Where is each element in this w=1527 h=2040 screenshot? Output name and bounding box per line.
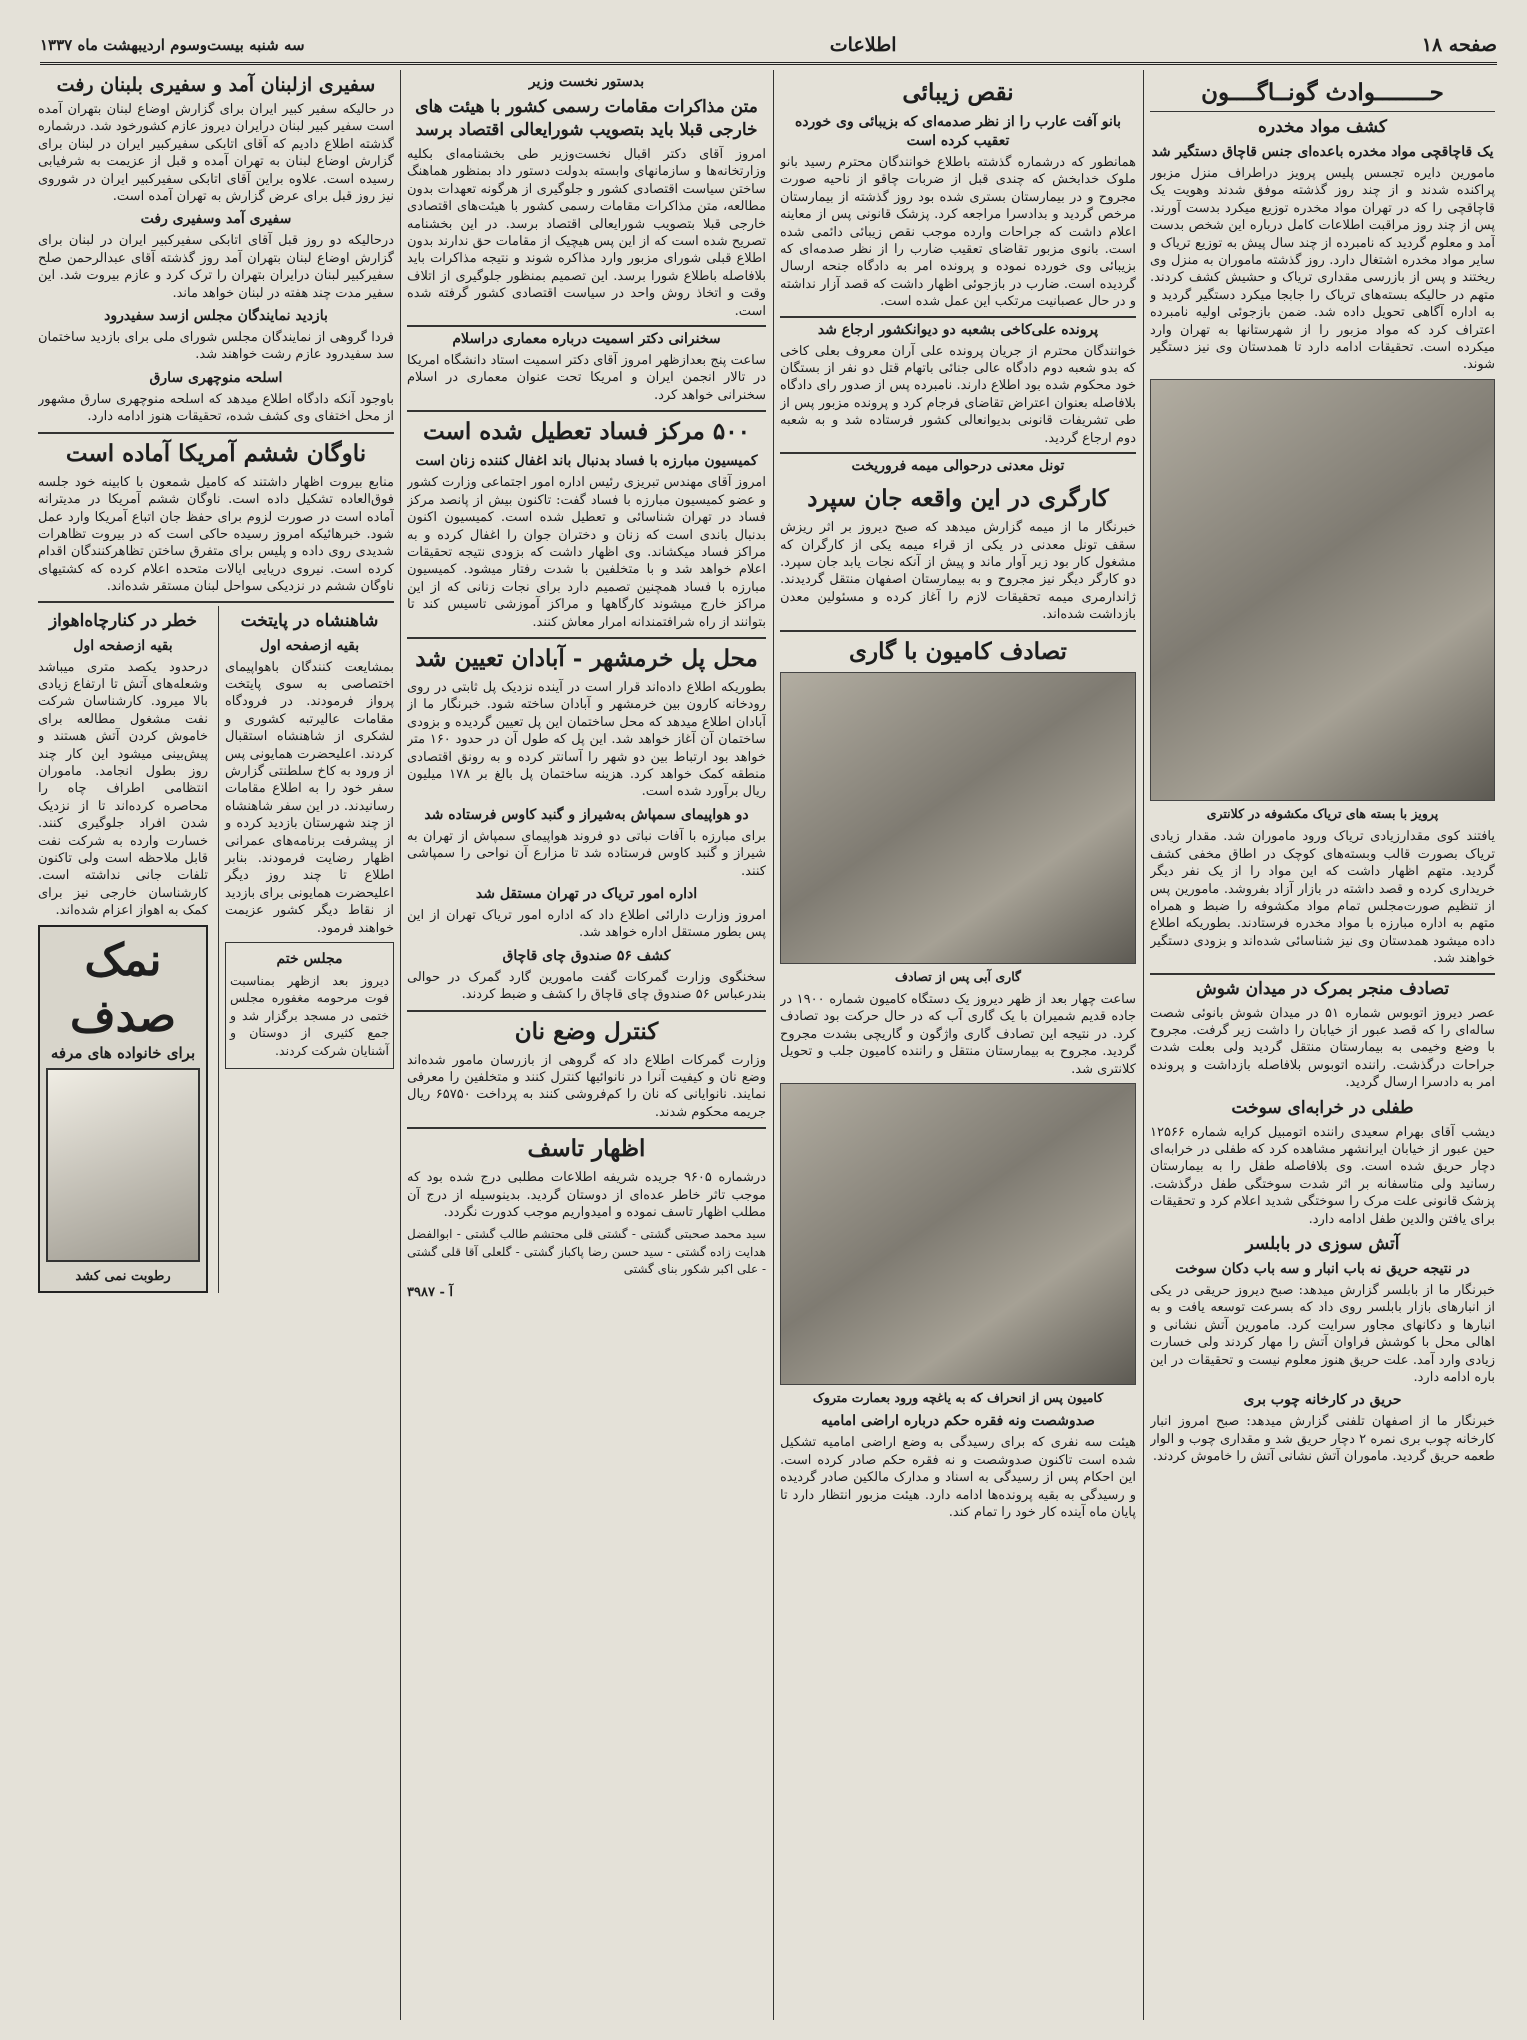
subheadline: در نتیجه حریق نه باب انبار و سه باب دکان سوخت (1175, 1261, 1470, 1277)
subheadline: سفیری آمد وسفیری رفت (140, 211, 292, 228)
headline-economy: متن مذاکرات مقامات رسمی کشور با هیئت های خارجی قبلا باید بتصویب شورایعالی اقتصاد برسد (415, 97, 758, 140)
article-body: خبرنگار ما از اصفهان تلفنی گزارش میدهد: صبح امروز انبار کارخانه چوب بری نمره ۲ دچار حریق شد و مقداری چوب و الوار طعمه حریق گردید. ماموران آتش نشانی آتش را خاموش کردند. (1150, 1414, 1495, 1465)
page-header (40, 28, 1497, 65)
subheadline: اداره امور تریاک در تهران مستقل شد (475, 886, 698, 902)
column-world-news (38, 70, 394, 2030)
subheadline: دو هواپیمای سمپاش به‌شیراز و گنبد کاوس فرستاده شد (424, 806, 749, 823)
salt-advertisement (38, 925, 208, 1294)
subheadline: یک قاچاقچی مواد مخدره باعده‌ای جنس قاچاق دستگیر شد (1151, 144, 1494, 160)
subheadline: بانو آفت عارب را از نظر صدمه‌ای که بزیبائی وی خورده تعقیب کرده است (794, 114, 1122, 149)
article-body: منابع بیروت اظهار داشتند که کامیل شمعون با کابینه خود جلسه فوق‌العاده تشکیل داده است. ناوگان ششم آمریکا در مدیترانه آماده است در صورت لزوم برای حفظ جان اتباع آمریکا وارد عمل شود. خبرهائیکه امروز رسیده حاکی است که در بیروت تظاهرات شدیدی روی داده و پلیس برای متفرق ساختن تظاهرکنندگان اقدام کرده است. نیروی دریایی ایالات متحده اعلام کرده که کشتیهای ناوگان ششم در نزدیکی سواحل لبنان مستقر شده‌اند. (38, 474, 394, 595)
continuation-note: بقیه ازصفحه اول (259, 637, 360, 654)
article-body: دیشب آقای بهرام سعیدی راننده اتومبیل کرایه شماره ۱۲۵۶۶ حین عبور از خیابان ایرانشهر مشاهده کرد که طفلی در خرابه‌ای دچار حریق شده است. وی بلافاصله طفل را به بیمارستان رسانید ولی متاسفانه بر اثر شدت سوختگی طفل درگذشت. پزشک قانونی علت مرک را سوختگی شدید اعلام کرد و تحقیقات برای یافتن والدین طفل ادامه دارد. (1150, 1124, 1495, 1227)
article-body: عصر دیروز اتوبوس شماره ۵۱ در میدان شوش بانوئی شصت ساله‌ای را که قصد عبور از خیابان را داشت زیر گرفت. مجروح با وضع وخیمی به بیمارستان منتقل گردید ولی بعلت شدت جراحات درگذشت. راننده اتوبوس بلافاصله بازداشت و پرونده امر به دادسرا ارسال گردید. (1150, 1005, 1495, 1091)
headline-worker: کارگری در این واقعه جان سپرد (807, 485, 1109, 513)
article-body: امروز آقای مهندس تبریزی رئیس اداره امور اجتماعی وزارت کشور و عضو کمیسیون مبارزه با فساد گفت: تاکنون بیش از پانصد مرکز فساد در تهران شناسائی و تعطیل شده است. کمیسیون اکنون بدنبال باندی است که زنان و دختران جوان را اغفال کرده و به مراکز فساد میکشاند. وی اظهار داشت که بزودی نتیجه تحقیقات اعلام خواهد شد و با متخلفین با شدت رفتار میشود. کمیسیون مبارزه با فساد همچنین تصمیم دارد برای نجات زنانی که از این مراکز خارج میشوند کارگاهها و مراکز آموزشی تاسیس کند تا بتوانند از راه شرافتمندانه امرار معاش کنند. (407, 475, 766, 630)
two-column-block (38, 601, 394, 1294)
subheadline: اسلحه منوچهری سارق (149, 369, 283, 386)
issue-date: سه شنبه بیست‌وسوم اردیبهشت ماه ۱۳۳۷ (40, 36, 305, 54)
column-government-news (407, 70, 766, 2030)
article-body: درحدود یکصد متری میباشد وشعله‌های آتش تا ارتفاع زیادی بالا میرود. کارشناسان شرکت نفت مشغول مطالعه برای خاموش کردن آتش هستند و پیش‌بینی میشود این کار چند روز بطول انجامد. ماموران انتظامی اطراف چاه را محاصره کرده‌اند تا از نزدیک شدن افراد جلوگیری کنند. خسارت وارده به شرکت نفت قابل ملاحظه است ولی تاکنون تلفات جانی نداشته است. کارشناسان خارجی نیز برای کمک به اهواز اعزام شده‌اند. (38, 659, 208, 919)
article-body: خبرنگار ما از میمه گزارش میدهد که صبح دیروز بر اثر ریزش سقف تونل معدنی در یکی از قراء میمه یکی از کارگران که مشغول کار بود زیر آوار ماند و پیش از آنکه نجات یابد جان سپرد. دو کارگر دیگر نیز مجروح و به بیمارستان اصفهان منتقل گردیدند. ژاندارمری میمه تحقیقات لازم را آغاز کرده و مسئولین معدن بازداشت شده‌اند. (780, 520, 1136, 623)
article-body: باوجود آنکه دادگاه اطلاع میدهد که اسلحه منوچهری سارق مشهور از محل اختفای وی کشف شده، تحقیقات هنوز ادامه دارد. (38, 391, 394, 425)
kicker: بدستور نخست وزیر (528, 74, 645, 90)
column-rule (773, 70, 774, 2020)
column-rule (400, 70, 401, 2020)
column-rule (1143, 70, 1144, 2020)
headline-shah: شاهنشاه در پایتخت (240, 610, 379, 631)
subheadline: کشف ۵۶ صندوق چای قاچاق (502, 947, 671, 964)
subheadline: کمیسیون مبارزه با فساد بدنبال باند اغفال کننده زنان است (415, 453, 758, 470)
headline-bridge: محل پل خرمشهر - آبادان تعیین شد (407, 637, 766, 675)
article-body: بطوریکه اطلاع داده‌اند قرار است در آینده نزدیک پل ثابتی در روی رودخانه کارون بین خرمشهر و آبادان ساخته شود. خبرنگار ما از آبادان اطلاع میدهد که محل ساختمان این پل تعیین گردیده و بزودی ساختمان آن آغاز خواهد شد. این پل که طول آن در حدود ۱۶۰ متر خواهد بود ارتباط بین دو شهر را آسانتر کرده و به رونق اقتصادی منطقه کمک خواهد کرد. هزینه ساختمان پل بالغ بر ۱۷۸ میلیون ریال برآورد شده است. (407, 679, 766, 800)
photo-caption: گاری آبی پس از تصادف (895, 968, 1021, 984)
article-body: همانطور که درشماره گذشته باطلاع خوانندگان محترم رسید بانو ملوک خدابخش که چندی قبل از ضربات چاقو از ناحیه صورت مجروح و در بیمارستان بستری شده بود روز گذشته از بیمارستان مرخص گردید و بدادسرا مراجعه کرد. پزشک قانونی پس از معاینه اعلام داشت که جراحات وارده موجب نقص زیبائی دائمی شده است. بانوی مزبور تقاضای تعقیب ضارب را از نظر صدمه‌ای که بزیبائی وی خورده نموده و پرونده امر به دادگاه جنحه ارسال گردیده است. ضارب در بازجوئی اظهار داشت که قصد آزار نداشته و در حال عصبانیت مرتکب این عمل شده است. (780, 155, 1136, 310)
headline-drug-seizure: کشف مواد مخدره (1258, 117, 1387, 137)
section-title: حــــــــوادث گونــاگــــون (1150, 76, 1495, 112)
subheadline: سخنرانی دکتر اسمیت درباره معماری دراسلام (407, 325, 766, 349)
headline-corruption: ۵۰۰ مرکز فساد تعطیل شده است (407, 410, 766, 448)
headline-accident: تصادف منجر بمرک در میدان شوش (1150, 973, 1495, 1001)
photo-caption: پرویز با بسته های تریاک مکشوفه در کلانتری (1206, 805, 1439, 821)
article-body: درحالیکه دو روز قبل آقای اتابکی سفیرکبیر ایران در لبنان برای گزارش اوضاع لبنان بتهران آمد روز گذشته آقای عبدالرحمن صلح سفیرکبیر لبنان درایران بتهران را ترک کرد و عازم بیروت شد. این سفیر مدت چند هفته در لبنان خواهد ماند. (38, 233, 394, 301)
article-body: سخنگوی وزارت گمرکات گفت مامورین گارد گمرک در حوالی بندرعباس ۵۶ صندوق چای قاچاق را کشف و ضبط کردند. (407, 969, 766, 1003)
ad-subtitle: برای خانواده های مرفه (50, 1043, 196, 1062)
salt-package-image (46, 1068, 200, 1262)
article-body: خوانندگان محترم از جریان پرونده علی آران معروف بعلی کاخی که بدو شعبه دوم دادگاه عالی جنائی باتهام قتل دو نفر از بستگان خود محکوم شده بود اطلاع دارند. نامبرده پس از صدور رای دادگاه بلافاصله بعنوان اعتراض تقاضای فرجام کرد و پرونده مزبور پس از طی تشریفات قانونی بدیوانعالی کشور فرستاده شد و به شعبه دوم ارجاع گردید. (780, 343, 1136, 446)
article-body: فردا گروهی از نمایندگان مجلس شورای ملی برای بازدید ساختمان سد سفیدرود عازم رشت خواهند شد. (38, 330, 394, 363)
article-body: وزارت گمرکات اطلاع داد که گروهی از بازرسان مامور شده‌اند وضع نان و کیفیت آنرا در نانوائیها کنترل کنند و متخلفین را معرفی نمایند. نانوایانی که نان را کم‌فروشی کنند به پرداخت ۶۵۷۵۰ ریال جریمه محکوم شدند. (407, 1052, 766, 1120)
subheadline: حریق در کارخانه چوب بری (1243, 1392, 1402, 1409)
column-crime-news (1150, 70, 1495, 2030)
ad-brand: نمک صدف (69, 934, 177, 1042)
column-local-news (780, 70, 1136, 2030)
article-body: امروز وزارت دارائی اطلاع داد که اداره امور تریاک تهران از این پس بطور مستقل اداره خواهد شد. (407, 908, 766, 941)
headline-ahvaz: خطر در کنارچاه‌اهواز (48, 610, 198, 631)
subcolumn-shah (218, 606, 394, 1294)
headline-sixth-fleet: ناوگان ششم آمریکا آماده است (38, 432, 394, 470)
headline-ambassadors: سفیری ازلبنان آمد و سفیری بلبنان رفت (56, 74, 376, 96)
headline-child: طفلی در خرابه‌ای سوخت (1231, 1097, 1414, 1118)
article-body: امروز آقای دکتر اقبال نخست‌وزیر طی بخشنامه‌ای بکلیه وزارتخانه‌ها و سازمانهای وابسته بدولت دستور داد بمنظور هماهنگ ساختن سیاست اقتصادی کشور و جلوگیری از هرگونه تعهدات بدون مطالعه، متن مذاکرات مقامات رسمی کشور با هیئت‌های اقتصادی خارجی قبلا بتصویب شورایعالی اقتصاد برسد. در این بخشنامه تصریح شده است که از این پس هیچیک از مقامات حق ندارند بدون اطلاع قبلی شورای مزبور وارد مذاکره شوند و نتیجه مذاکرات باید بلافاصله باطلاع شورا برسد. این تصمیم بمنظور جلوگیری از اتلاف وقت و اتخاذ روش واحد در سیاست اقتصادی کشور گرفته شده است. (407, 147, 766, 319)
headline-regret: اظهار تاسف (407, 1127, 766, 1165)
ad-tagline: رطوبت نمی کشد (75, 1269, 171, 1285)
continuation-note: بقیه ازصفحه اول (73, 637, 173, 654)
photo-cart (780, 672, 1136, 964)
article-body: ساعت چهار بعد از ظهر دیروز یک دستگاه کامیون شماره ۱۹۰۰ در جاده قدیم شمیران با یک گاری آب که در حال حرکت بود تصادف کرد. در نتیجه این تصادف گاری واژگون و گاریچی بشدت مجروح گردید. مجروح به بیمارستان منتقل و راننده کامیون جلب و تحویل کلانتری شد. (780, 991, 1136, 1077)
photo-parviz (1150, 379, 1495, 801)
article-body: در حالیکه سفیر کبیر ایران برای گزارش اوضاع لبنان بتهران آمده است سفیر کبیر لبنان درایران دیروز عازم کشورخود شد. درشماره گذشته اطلاع دادیم که آقای اتابکی سفیرکبیر ایران در لبنان برای گزارش اوضاع لبنان به تهران آمده و قبل از عزیمت به شرفیابی رسیده است. علاوه براین آقای اتابکی سفیرکبیر ایران در شوروی نیز روز قبل برای عرض گزارش به تهران آمده است. (38, 102, 394, 205)
thanks-list: سید محمد صحبتی گشتی - گشتی قلی محتشم طالب گشتی - ابوالفضل هدایت زاده گشتی - سید حسن رضا پاکباز گشتی - گلعلی آقا قلی گشتی - علی اکبر شکور بنای گشتی (407, 1227, 766, 1277)
page-number: صفحه ۱۸ (1421, 34, 1497, 56)
headline-case: پرونده علی‌کاخی بشعبه دو دیوانکشور ارجاع شد (780, 316, 1136, 340)
subheadline: صدوشصت ونه فقره حکم درباره اراضی امامیه (821, 1413, 1095, 1430)
article-body: درشماره ۹۶۰۵ جریده شریفه اطلاعات مطلبی درج شده بود که موجب تاثر خاطر عده‌ای از دوستان گردید. بدینوسیله از درج آن مطلب اظهار تاسف نموده و امیدواریم موجب کدورت نگردد. (407, 1170, 766, 1221)
photo-caption: کامیون پس از انحراف که به یاغچه ورود بعمارت متروک (812, 1389, 1104, 1405)
signature: آ - ۳۹۸۷ (407, 1284, 453, 1300)
headline-beauty: نقص زیبائی (902, 79, 1014, 106)
article-body: خبرنگار ما از بابلسر گزارش میدهد: صبح دیروز حریقی در یکی از انبارهای بازار بابلسر روی داد که بسرعت توسعه یافت و به انبارها و دکانهای مجاور سرایت کرد. مامورین آتش نشانی و اهالی محل با کوشش فراوان آتش را مهار کردند ولی خسارت زیادی وارد آمد. علت حریق هنوز معلوم نیست و تحقیقات در این باره ادامه دارد. (1150, 1283, 1495, 1386)
photo-truck (780, 1083, 1136, 1385)
subcolumn-ahvaz (38, 606, 208, 1294)
article-body: هیئت سه نفری که برای رسیدگی به وضع اراضی امامیه تشکیل شده است تاکنون صدوشصت و نه فقره حکم صادر کرده است. این احکام پس از رسیدگی به اسناد و مدارک مالکین صادر گردیده و رسیدگی به بقیه پرونده‌ها ادامه دارد. هیئت مزبور انتظار دارد تا پایان ماه آینده کار خود را تمام کند. (780, 1435, 1136, 1520)
masthead: اطلاعات (829, 34, 897, 56)
headline-truck: تصادف کامیون با گاری (780, 630, 1136, 668)
article-body: ساعت پنج بعدازظهر امروز آقای دکتر اسمیت استاد دانشگاه امریکا در تالار انجمن ایران و امریکا تحت عنوان معماری در اسلام سخنرانی خواهد کرد. (407, 353, 766, 403)
subheadline: بازدید نمایندگان مجلس ازسد سفیدرود (104, 308, 328, 325)
notice-body: دیروز بعد ازظهر بمناسبت فوت مرحومه مغفوره مجلس ختمی در مسجد برگزار شد و جمع کثیری از دوستان و آشنایان شرکت کردند. (230, 973, 389, 1058)
headline-bread: کنترل وضع نان (407, 1010, 766, 1048)
notice-title: مجلس ختم (276, 951, 343, 968)
article-body: یافتند کوی مقدارزیادی تریاک ورود ماموران شد. مقدار زیادی تریاک بصورت قالب وبسته‌های کوچک در اطاق مخفی کشف گردید. متهم اظهار داشت که این مواد را از یک نفر دیگر خریداری کرده و قصد داشته در بازار آزاد بفروشد. مامورین پس از تنظیم صورت‌مجلس تمام مواد مکشوفه را ضبط و همراه متهم به اداره مبارزه با مواد مخدره فرستادند. بطوریکه اطلاع داده میشود همدستان وی نیز شناسائی شده‌اند و بزودی دستگیر خواهند شد. (1150, 829, 1495, 967)
article-body: مامورین دایره تجسس پلیس پرویز دراطراف منزل مزبور پراکنده شدند و از چند روز گذشته موفق شدند وهویت یک قاچاقچی را که در تهران مواد مخدره توزیع میکرد بدست آورند. پس از چند روز مراقبت اطلاعات کامل درباره این شخص بدست آمد و معلوم گردید که نامبرده از چند سال پیش به توزیع تریاک و سایر مواد مخدره اشتغال دارد. روز گذشته ماموران به منزل وی ریختند و پس از بازرسی مقداری تریاک و حشیش کشف کردند. متهم در حالیکه بسته‌های تریاک را جابجا میکرد دستگیر گردید و به اداره آگاهی تحویل داده شد. ضمن بازجوئی اولیه نامبرده اعتراف کرد که مواد مزبور را از شهرستانها به تهران وارد میکرده است. تحقیقات ادامه دارد تا همدستان وی نیز دستگیر شوند. (1150, 166, 1495, 373)
article-body: برای مبارزه با آفات نباتی دو فروند هواپیمای سمپاش از تهران به شیراز و گنبد کاوس فرستاده شد تا مزارع آن نواحی را سمپاشی کنند. (407, 828, 766, 879)
memorial-notice (225, 942, 394, 1069)
kicker: تونل معدنی درحوالی میمه فروریخت (780, 452, 1136, 476)
article-body: بمشایعت کنندگان باهواپیمای اختصاصی به سوی پایتخت پرواز فرمودند. در فرودگاه مقامات عالیرتبه کشوری و لشکری از شاهنشاه استقبال کردند. اعلیحضرت همایونی پس از ورود به کاخ سلطنتی گزارش سفر خود را به اطلاع مقامات رسانیدند. در این سفر شاهنشاه از چند شهرستان بازدید کرده و از پیشرفت برنامه‌های عمرانی اظهار رضایت فرمودند. بنابر اطلاع تا چند روز دیگر اعلیحضرت همایونی برای بازدید از نقاط دیگر کشور عزیمت خواهند فرمود. (225, 659, 394, 936)
headline-fire: آتش سوزی در بابلسر (1245, 1234, 1400, 1254)
